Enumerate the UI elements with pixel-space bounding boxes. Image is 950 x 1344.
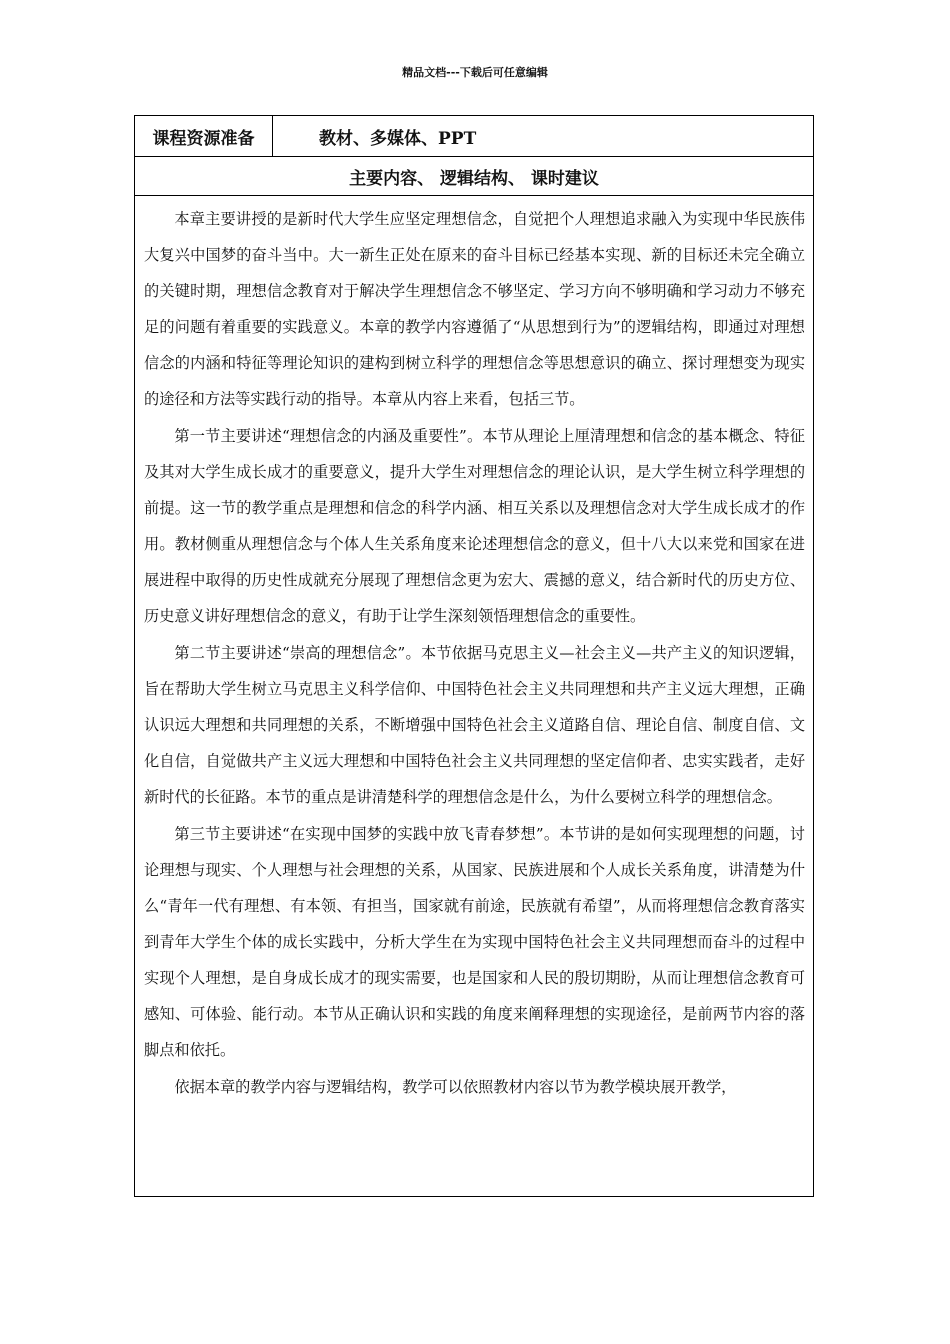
resource-row — [135, 116, 813, 157]
paragraph-intro: 本章主要讲授的是新时代大学生应坚定理想信念，自觉把个人理想追求融入为实现中华民族伟大复兴中国梦的奋斗当中。大一新生正处在原来的奋斗目标已经基本实现、新的目标还未完全确立的关键时期，理想信念教育对于解决学生理想信念不够坚定、学习方向不够明确和学习动力不够充足的问题有着重要的实践意义。本章的教学内容遵循了“从思想到行为”的逻辑结构，即通过对理想信念的内涵和特征等理论知识的建构到树立科学的理想信念等思想意识的确立、探讨理想变为现实的途径和方法等实践行动的指导。本章从内容上来看，包括三节。 — [144, 210, 805, 408]
paragraph-section-1: 第一节主要讲述“理想信念的内涵及重要性”。本节从理论上厘清理想和信念的基本概念、特征及其对大学生成长成才的重要意义，提升大学生对理想信念的理论认识，是大学生树立科学理想的前提。这一节的教学重点是理想和信念的科学内涵、相互关系以及理想信念对大学生成长成才的作用。教材侧重从理想信念与个体人生关系角度来论述理想信念的意义，但十八大以来党和国家在进展进程中取得的历史性成就充分展现了理想信念更为宏大、震撼的意义，结合新时代的历史方位、历史意义讲好理想信念的意义，有助于让学生深刻领悟理想信念的重要性。 — [144, 427, 805, 625]
paragraph-teaching-plan: 依据本章的教学内容与逻辑结构，教学可以依照教材内容以节为教学模块展开教学， — [174, 1078, 737, 1096]
paragraph-section-3: 第三节主要讲述“在实现中国梦的实践中放飞青春梦想”。本节讲的是如何实现理想的问题，讨论理想与现实、个人理想与社会理想的关系，从国家、民族进展和个人成长关系角度，讲清楚为什么“青年一代有理想、有本领、有担当，国家就有前途，民族就有希望”，从而将理想信念教育落实到青年大学生个体的成长实践中，分析大学生在为实现中国特色社会主义共同理想而奋斗的过程中实现个人理想，是自身成长成才的现实需要，也是国家和人民的殷切期盼，从而让理想信念教育可感知、可体验、能行动。本节从正确认识和实践的角度来阐释理想的实现途径，是前两节内容的落脚点和依托。 — [144, 825, 805, 1059]
course-plan-table — [134, 115, 814, 1197]
paragraph-section-2: 第二节主要讲述“崇高的理想信念”。本节依据马克思主义—社会主义—共产主义的知识逻辑，旨在帮助大学生树立马克思主义科学信仰、中国特色社会主义共同理想和共产主义远大理想，正确认识远大理想和共同理想的关系，不断增强中国特色社会主义道路自信、理论自信、制度自信、文化自信，自觉做共产主义远大理想和中国特色社会主义共同理想的坚定信仰者、忠实实践者，走好新时代的长征路。本节的重点是讲清楚科学的理想信念是什么，为什么要树立科学的理想信念。 — [144, 644, 805, 806]
resource-value: 教材、多媒体、PPT — [319, 128, 477, 149]
page-header-watermark: 精品文档---下载后可任意编辑 — [402, 66, 548, 79]
section-title: 主要内容、 逻辑结构、 课时建议 — [135, 157, 813, 196]
resource-label: 课程资源准备 — [135, 116, 273, 156]
content-body — [135, 196, 813, 1196]
